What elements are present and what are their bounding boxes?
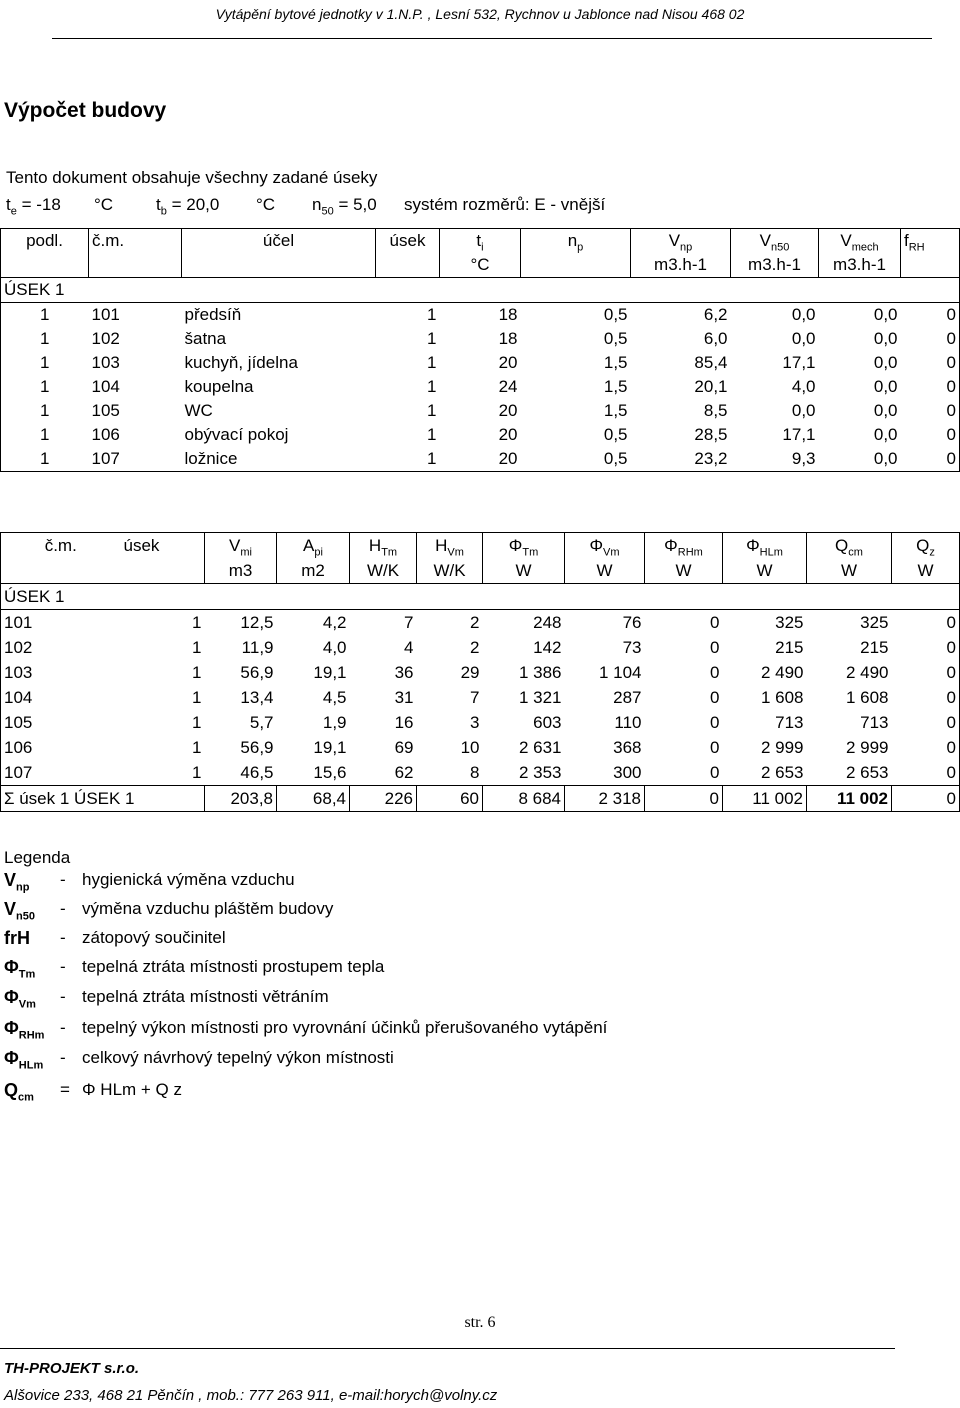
table2-cell: 1,9 [322,712,347,732]
table2-cell: 102 [1,635,121,660]
table2-cell: 287 [613,687,642,707]
table1-cell: 1,5 [603,377,628,396]
table2-cell: 713 [775,712,804,732]
legend-dash: - [60,987,66,1006]
unit2-phihlm: W [723,558,807,584]
table2-cell: 16 [394,712,414,732]
table2-cell: 0 [892,735,960,760]
sum-cell: 0 [645,786,723,812]
table2-cell: 0 [710,712,720,732]
document-header: Vytápění bytové jednotky v 1.N.P. , Lesní 532, Rychnov u Jablonce nad Nisou 468 02 [215,6,745,22]
table2-cell: 1 608 [845,687,889,707]
table1-cell: 1 [376,447,440,472]
th-podl: podl. [1,229,89,254]
rooms-table [0,228,960,472]
table2-row [1,660,960,685]
legend-item [4,928,904,952]
table2-cell: 0 [710,762,720,782]
table1-cell: koupelna [184,377,254,396]
table2-section-row [1,584,960,610]
table1-cell: 1 [1,327,89,351]
table2-cell: 0 [892,685,960,710]
th2-phitm: $\Phi_{Tm}$ [483,533,565,559]
legend-item [4,957,904,981]
unit-vmech: m3.h-1 [819,253,901,278]
table1-cell: 0,0 [873,353,898,372]
table2-cell: 1 104 [598,662,642,682]
table2-row [1,735,960,760]
table2-sum-row [1,786,960,812]
table2-cell: 325 [860,612,889,632]
unit2-qz: W [892,558,960,584]
tb-unit: °C [256,195,276,214]
table2-cell: 0 [710,687,720,707]
table1-cell: 28,5 [694,425,728,444]
table1-cell: 0,5 [603,425,628,444]
th2-vmi: $V_{mi}$ [205,533,277,559]
table1-cell: 6,0 [703,329,728,348]
unit2-phivm: W [565,558,645,584]
table1-cell: WC [184,401,213,420]
table1-cell: šatna [184,329,227,348]
table2-cell: 15,6 [313,762,347,782]
legend-item [4,987,904,1011]
footer-company: TH-PROJEKT s.r.o. [4,1360,140,1377]
legend-item [4,899,904,923]
table1-cell: 0,0 [791,401,816,420]
legend-symbol: $Q_{cm}$ [4,1080,34,1104]
table1-cell: 0,0 [819,447,901,472]
th-ti: $t_i$ [440,229,521,254]
table2-cell: 603 [533,712,562,732]
footer-divider [0,1348,895,1349]
table1-cell: 1 [427,377,437,396]
table2-cell: 325 [775,612,804,632]
table2-row [1,710,960,735]
table2-cell: 31 [394,687,414,707]
table1-cell: 20 [440,447,521,472]
table2-cell: 0 [892,760,960,786]
table2-cell: 4,2 [322,612,347,632]
table1-cell: 104 [91,377,120,396]
system-text: systém rozměrů: E - vnější [404,195,606,214]
table2-cell: 2 490 [845,662,889,682]
table1-cell: 1 [1,303,89,328]
sum-cell: 68,4 [277,786,350,812]
table2-cell: 1 [192,762,202,782]
table1-row [1,447,960,472]
legend-text: tepelná ztráta místnosti větráním [82,987,329,1006]
table2-cell: 1 [192,637,202,657]
table2-cell: 215 [860,637,889,657]
th2-cm: č.m. [1,533,121,559]
page-title: Výpočet budovy [4,99,167,122]
table1-cell: 0 [901,399,960,423]
sum-cell: 8 684 [483,786,565,812]
section2-label: ÚSEK 1 [1,584,960,610]
th2-hvm: $H_{Vm}$ [417,533,483,559]
legend-dash: = [60,1080,70,1099]
table1-row [1,423,960,447]
table2-cell: 2 [470,637,480,657]
table1-cell: 102 [91,329,120,348]
table1-cell: 17,1 [782,425,816,444]
unit-vn50: m3.h-1 [731,253,819,278]
table1-cell: 1 [1,399,89,423]
th2-api: $A_{pi}$ [277,533,350,559]
table2-cell: 215 [775,637,804,657]
table1-cell: 106 [91,425,120,444]
table1-cell: 0 [901,375,960,399]
unit2-htm: W/K [350,558,417,584]
table1-cell: 0,0 [873,401,898,420]
sum-cell: 2 318 [565,786,645,812]
table2-cell: 2 631 [518,737,562,757]
table2-cell: 713 [860,712,889,732]
table2-cell: 10 [460,737,480,757]
table2-units-row [1,558,960,584]
table2-cell: 0 [710,737,720,757]
table2-cell: 46,5 [240,762,274,782]
table1-cell: 0,0 [873,329,898,348]
legend-text: celkový návrhový tepelný výkon místnosti [82,1048,394,1067]
table1-cell: 24 [498,377,518,396]
table2-cell: 19,1 [313,662,347,682]
sum-cell: 0 [892,786,960,812]
legend-title: Legenda [4,848,71,867]
table2-cell: 36 [394,662,414,682]
table2-row [1,760,960,786]
table1-cell: 107 [89,447,182,472]
table2-cell: 107 [1,760,121,786]
table2-cell: 69 [394,737,414,757]
table2-cell: 56,9 [240,737,274,757]
table2-row [1,685,960,710]
table2-cell: 0 [892,635,960,660]
th2-htm: $H_{Tm}$ [350,533,417,559]
th2-qz: $Q_z$ [892,533,960,559]
legend-text: hygienická výměna vzduchu [82,870,295,889]
table2-cell: 248 [533,612,562,632]
intro-text: Tento dokument obsahuje všechny zadané úseky [6,168,378,187]
table1-cell: 103 [91,353,120,372]
te-param: $t_e = -18$ [6,195,61,218]
legend-text: tepelný výkon místnosti pro vyrovnání účinků přerušovaného vytápění [82,1018,608,1037]
table1-cell: kuchyň, jídelna [184,353,298,372]
table2-cell: 0 [892,610,960,636]
th-ucel: účel [182,229,376,254]
table2-cell: 0 [892,710,960,735]
table1-cell: 1 [427,353,437,372]
legend-text: Φ HLm + Q z [82,1080,182,1099]
sum-cell: 60 [417,786,483,812]
table2-cell: 0 [710,637,720,657]
table2-cell: 2 [470,612,480,632]
table2-cell: 104 [1,685,121,710]
table1-row [1,399,960,423]
th2-qcm: $Q_{cm}$ [807,533,892,559]
table1-cell: 1,5 [603,353,628,372]
table1-cell: předsíň [184,305,242,324]
table2-cell: 4 [404,637,414,657]
table2-cell: 2 353 [518,762,562,782]
unit2-api: m2 [277,558,350,584]
table1-cell: obývací pokoj [184,425,289,444]
table2-cell: 0 [710,662,720,682]
th-np: $n_p$ [521,229,631,254]
table1-cell: 0,5 [603,305,628,324]
legend-item [4,870,904,894]
table2-cell: 4,0 [322,637,347,657]
th-vmech: $V_{mech}$ [819,229,901,254]
th2-phivm: $\Phi_{Vm}$ [565,533,645,559]
legend-symbol: $V_{n50}$ [4,899,35,923]
table2-cell: 105 [1,710,121,735]
legend-symbol: $\Phi_{HLm}$ [4,1048,44,1072]
table2-cell: 1 [192,737,202,757]
unit-ti: °C [440,253,521,278]
table1-cell: 18 [498,329,518,348]
table2-cell: 1 321 [518,687,562,707]
table1-header-row [1,229,960,254]
legend-symbol: $\Phi_{Vm}$ [4,987,36,1011]
table1-cell: 20 [498,425,518,444]
table1-cell: 20 [498,353,518,372]
table1-cell: ložnice [182,447,376,472]
legend-symbol: frH [4,928,30,948]
table1-cell: 6,2 [703,305,728,324]
th-vnp: $V_{np}$ [631,229,731,254]
unit2-vmi: m3 [205,558,277,584]
legend-dash: - [60,1048,66,1067]
table2-cell: 19,1 [313,737,347,757]
table2-row [1,635,960,660]
table2-cell: 29 [460,662,480,682]
table1-cell: 9,3 [731,447,819,472]
heat-loss-table [0,532,960,812]
table1-cell: 0 [901,303,960,328]
tb-param: $t_b = 20,0$ [156,195,220,218]
sum-cell: 11 002 [807,786,892,812]
table2-cell: 2 490 [760,662,804,682]
header-divider [52,38,932,39]
table1-row [1,327,960,351]
sum-cell: 11 002 [723,786,807,812]
legend-symbol: $\Phi_{Tm}$ [4,957,36,981]
th-usek: úsek [376,229,440,254]
table1-cell: 0,0 [873,377,898,396]
table2-cell: 13,4 [240,687,274,707]
sum-cell: 203,8 [205,786,277,812]
legend-item [4,1048,904,1072]
table1-row [1,375,960,399]
table1-cell: 1 [1,351,89,375]
table1-cell: 0,0 [873,425,898,444]
legend-dash: - [60,1018,66,1037]
table1-cell: 0 [901,447,960,472]
table2-cell: 11,9 [241,637,274,657]
th2-usek: úsek [121,533,205,559]
table1-cell: 1 [427,305,437,324]
table1-cell: 1 [427,425,437,444]
table1-section-row [1,278,960,303]
table2-cell: 1 [192,687,202,707]
section-label: ÚSEK 1 [1,278,960,303]
table2-cell: 5,7 [249,712,274,732]
table2-cell: 142 [533,637,562,657]
table1-cell: 105 [91,401,120,420]
table1-cell: 101 [91,305,120,324]
te-unit: °C [94,195,114,214]
th2-phirhm: $\Phi_{RHm}$ [645,533,723,559]
page-number: str. 6 [464,1314,496,1331]
table1-units-row [1,253,960,278]
table2-cell: 110 [614,712,642,732]
legend-dash: - [60,928,66,947]
table1-cell: 1 [1,423,89,447]
legend-text: zátopový součinitel [82,928,226,947]
unit2-hvm: W/K [417,558,483,584]
table1-cell: 0,0 [791,305,816,324]
table2-cell: 1 608 [760,687,804,707]
table1-cell: 0,5 [603,329,628,348]
sum-cell: 226 [350,786,417,812]
table2-cell: 1 [192,712,202,732]
table1-cell: 1,5 [603,401,628,420]
table1-cell: 18 [498,305,518,324]
legend-item [4,1018,904,1042]
table1-cell: 0,0 [791,329,816,348]
table2-cell: 73 [622,637,642,657]
legend-symbol: $V_{np}$ [4,870,30,894]
table2-cell: 62 [394,762,414,782]
table2-cell: 2 999 [760,737,804,757]
th-vn50: $V_{n50}$ [731,229,819,254]
table1-cell: 0 [901,327,960,351]
table1-cell: 0,5 [521,447,631,472]
n50-param: $n_{50} = 5,0$ [312,195,377,218]
table2-cell: 1 386 [518,662,562,682]
unit2-phitm: W [483,558,565,584]
table2-cell: 0 [892,660,960,685]
table2-cell: 3 [470,712,480,732]
table1-cell: 1 [427,401,437,420]
table2-cell: 8 [470,762,480,782]
table2-cell: 7 [470,687,480,707]
th-cm: č.m. [89,229,182,254]
footer-address: Alšovice 233, 468 21 Pěnčín , mob.: 777 263 911, e-mail:horych@volny.cz [4,1387,498,1404]
table2-cell: 0 [710,612,720,632]
table2-header-row [1,533,960,559]
table2-cell: 1 [192,662,202,682]
table1-cell: 23,2 [631,447,731,472]
table1-row [1,303,960,328]
table1-cell: 0 [901,423,960,447]
table2-cell: 103 [1,660,121,685]
table2-cell: 2 999 [845,737,889,757]
table2-cell: 76 [622,612,642,632]
table1-cell: 1 [427,329,437,348]
table1-cell: 1 [1,375,89,399]
legend-text: tepelná ztráta místnosti prostupem tepla [82,957,385,976]
table2-cell: 106 [1,735,121,760]
legend-symbol: $\Phi_{RHm}$ [4,1018,45,1042]
unit2-phirhm: W [645,558,723,584]
table2-cell: 7 [404,612,414,632]
table1-cell: 4,0 [791,377,816,396]
table2-row [1,610,960,636]
legend-dash: - [60,870,66,889]
table2-cell: 12,5 [240,612,274,632]
table1-cell: 85,4 [694,353,728,372]
table1-cell: 17,1 [782,353,816,372]
table1-cell: 0,0 [873,305,898,324]
th2-phihlm: $\Phi_{HLm}$ [723,533,807,559]
table1-cell: 8,5 [703,401,728,420]
table1-row [1,351,960,375]
th-frh: $f_{RH}$ [901,229,960,254]
table1-cell: 20 [498,401,518,420]
table2-cell: 2 653 [845,762,889,782]
table2-cell: 56,9 [240,662,274,682]
sum-label: Σ úsek 1 ÚSEK 1 [1,786,205,812]
table1-cell: 1 [1,447,89,472]
table2-cell: 2 653 [760,762,804,782]
unit-vnp: m3.h-1 [631,253,731,278]
table1-cell: 20,1 [694,377,728,396]
legend-text: výměna vzduchu pláštěm budovy [82,899,334,918]
table2-cell: 368 [613,737,642,757]
table1-cell: 0 [901,351,960,375]
unit2-qcm: W [807,558,892,584]
table2-cell: 101 [1,610,121,636]
legend-dash: - [60,899,66,918]
legend-item [4,1080,904,1104]
table2-cell: 1 [192,612,202,632]
table2-cell: 300 [613,762,642,782]
table2-cell: 4,5 [322,687,347,707]
legend-dash: - [60,957,66,976]
